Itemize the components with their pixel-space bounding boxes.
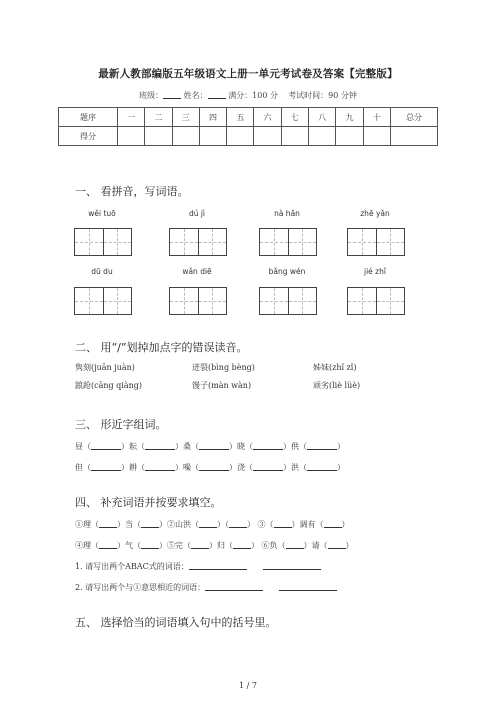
pinyin-label: jié zhǐ (364, 267, 386, 276)
grid-cell[interactable] (170, 229, 199, 255)
idiom-text: ）请（ (303, 541, 328, 550)
grid-cell[interactable] (260, 288, 289, 314)
answer-blank[interactable] (274, 519, 292, 528)
idiom-text: ） (341, 520, 350, 529)
char-label: ） (337, 463, 345, 472)
char-label: ）桑（ (175, 442, 199, 451)
score-header-cell: 六 (254, 108, 281, 127)
pinyin-label: wǎn diē (182, 267, 212, 276)
word-group-row-2 (75, 462, 345, 473)
question-2 (75, 582, 337, 593)
grid-cell[interactable] (75, 229, 104, 255)
score-header-cell: 总分 (391, 108, 438, 127)
writing-grid[interactable] (74, 287, 132, 315)
section-2-heading: 二、 用“/”划掉加点字的错误读音。 (75, 341, 248, 354)
score-cell[interactable] (254, 127, 281, 146)
score-header-cell: 七 (281, 108, 308, 127)
score-cell[interactable] (145, 127, 172, 146)
question-1 (75, 561, 321, 572)
idiom-text: ①理（ (75, 520, 99, 529)
idiom-text: ④理（ (75, 541, 99, 550)
idiom-text: ）（ (217, 520, 229, 529)
exam-info (0, 90, 496, 101)
score-header-cell: 一 (118, 108, 145, 127)
word-group-row-1 (75, 441, 345, 452)
char-label: 但（ (75, 463, 91, 472)
class-blank[interactable] (163, 90, 181, 99)
answer-blank[interactable] (253, 462, 283, 471)
score-cell[interactable] (309, 127, 336, 146)
answer-blank[interactable] (99, 540, 117, 549)
score-table (58, 107, 438, 146)
page-title: 最新人教部编版五年级语文上册一单元考试卷及答案【完整版】 (98, 68, 398, 80)
writing-grid[interactable] (347, 287, 405, 315)
writing-grid[interactable] (169, 287, 227, 315)
writing-grid[interactable] (259, 228, 317, 256)
answer-blank[interactable] (263, 561, 321, 570)
char-label: 昼（ (75, 442, 91, 451)
answer-blank[interactable] (307, 462, 337, 471)
idiom-text: ）②山洪（ (159, 520, 199, 529)
idiom-text: ）气（ (117, 541, 141, 550)
score-cell[interactable] (363, 127, 390, 146)
pinyin-label: dú jì (188, 209, 206, 218)
writing-grid[interactable] (169, 228, 227, 256)
reading-item[interactable]: 隽刻(juān juàn) (75, 363, 135, 372)
answer-blank[interactable] (324, 519, 342, 528)
score-row-label: 得分 (59, 127, 118, 146)
writing-grid[interactable] (347, 228, 405, 256)
grid-cell[interactable] (377, 229, 405, 255)
name-label: 姓名： (183, 91, 208, 100)
score-cell[interactable] (172, 127, 199, 146)
pinyin-label: bǎng wén (268, 267, 306, 276)
answer-blank[interactable] (91, 462, 121, 471)
score-header-cell: 题序 (59, 108, 118, 127)
answer-blank[interactable] (233, 540, 251, 549)
grid-cell[interactable] (104, 288, 132, 314)
answer-blank[interactable] (279, 582, 337, 591)
pinyin-label: nà hǎn (274, 209, 300, 218)
answer-blank[interactable] (191, 540, 209, 549)
question-text: 2. 请写出两个与①意思相近的词语： (75, 583, 206, 592)
idiom-text: ）归（ (209, 541, 233, 550)
answer-blank[interactable] (145, 462, 175, 471)
full-score: 满分：100 分 (228, 91, 278, 100)
score-row (59, 127, 438, 146)
char-label: ）噪（ (175, 463, 199, 472)
reading-item[interactable]: 姊妹(zhǐ zǐ) (313, 363, 357, 372)
char-label: ）浇（ (229, 463, 253, 472)
exam-time: 考试时间：90 分钟 (288, 91, 357, 100)
reading-item[interactable]: 迸裂(bìng bèng) (192, 363, 255, 372)
score-header-cell: 十 (363, 108, 390, 127)
grid-cell[interactable] (75, 288, 104, 314)
section-4-heading: 四、 补充词语并按要求填空。 (75, 496, 222, 509)
answer-blank[interactable] (307, 441, 337, 450)
grid-cell[interactable] (104, 229, 132, 255)
score-cell[interactable] (391, 127, 438, 146)
question-text: 1. 请写出两个ABAC式的词语： (75, 562, 189, 571)
score-cell[interactable] (227, 127, 254, 146)
char-label: ）洪（ (283, 463, 307, 472)
score-header-cell: 二 (145, 108, 172, 127)
idiom-text: ） (345, 541, 354, 550)
char-label: ）耘（ (121, 442, 145, 451)
idiom-text: ）⑤完（ (159, 541, 191, 550)
pinyin-label: zhē yǎn (360, 209, 390, 218)
answer-blank[interactable] (141, 540, 159, 549)
writing-grid[interactable] (74, 228, 132, 256)
grid-cell[interactable] (199, 288, 227, 314)
idiom-text: ） ⑥负（ (251, 541, 286, 550)
page-number: 1 / 7 (239, 681, 257, 690)
grid-cell[interactable] (289, 229, 317, 255)
char-label: ）耕（ (121, 463, 145, 472)
idiom-row-1 (75, 519, 350, 530)
name-blank[interactable] (208, 90, 226, 99)
answer-blank[interactable] (253, 441, 283, 450)
score-cell[interactable] (281, 127, 308, 146)
score-cell[interactable] (336, 127, 363, 146)
pinyin-label: dū du (91, 267, 113, 276)
answer-blank[interactable] (205, 582, 263, 591)
score-header-cell: 四 (199, 108, 226, 127)
answer-blank[interactable] (199, 441, 229, 450)
idiom-text: ）当（ (117, 520, 141, 529)
score-header-cell: 三 (172, 108, 199, 127)
score-header-cell: 五 (227, 108, 254, 127)
section-5-heading: 五、 选择恰当的词语填入句中的括号里。 (75, 616, 277, 629)
grid-cell[interactable] (170, 288, 199, 314)
idiom-text: ）调有（ (291, 520, 324, 529)
grid-cell[interactable] (348, 288, 377, 314)
answer-blank[interactable] (141, 519, 159, 528)
answer-blank[interactable] (328, 540, 346, 549)
idiom-row-2 (75, 540, 354, 551)
answer-blank[interactable] (199, 519, 217, 528)
reading-item[interactable]: 顽劣(liè lüè) (313, 381, 361, 390)
score-header-row (59, 108, 438, 127)
pinyin-label: wěi tuō (88, 209, 116, 218)
char-label: ） (337, 442, 345, 451)
score-header-cell: 九 (336, 108, 363, 127)
grid-cell[interactable] (199, 229, 227, 255)
class-label: 班级： (139, 91, 164, 100)
section-3-heading: 三、 形近字组词。 (75, 418, 167, 431)
answer-blank[interactable] (199, 462, 229, 471)
answer-blank[interactable] (91, 441, 121, 450)
score-cell[interactable] (118, 127, 145, 146)
answer-blank[interactable] (189, 561, 247, 570)
reading-item[interactable]: 馒子(màn wàn) (192, 381, 252, 390)
answer-blank[interactable] (286, 540, 304, 549)
score-cell[interactable] (199, 127, 226, 146)
grid-cell[interactable] (377, 288, 405, 314)
writing-grid[interactable] (259, 287, 317, 315)
grid-cell[interactable] (260, 229, 289, 255)
grid-cell[interactable] (348, 229, 377, 255)
answer-blank[interactable] (229, 519, 247, 528)
char-label: ）供（ (283, 442, 307, 451)
reading-item[interactable]: 踉跄(cāng qiàng) (75, 381, 143, 390)
char-label: ）晓（ (229, 442, 253, 451)
idiom-text: ） ③（ (247, 520, 274, 529)
grid-cell[interactable] (289, 288, 317, 314)
answer-blank[interactable] (145, 441, 175, 450)
section-1-heading: 一、 看拼音，写词语。 (75, 185, 189, 198)
answer-blank[interactable] (99, 519, 117, 528)
score-header-cell: 八 (309, 108, 336, 127)
